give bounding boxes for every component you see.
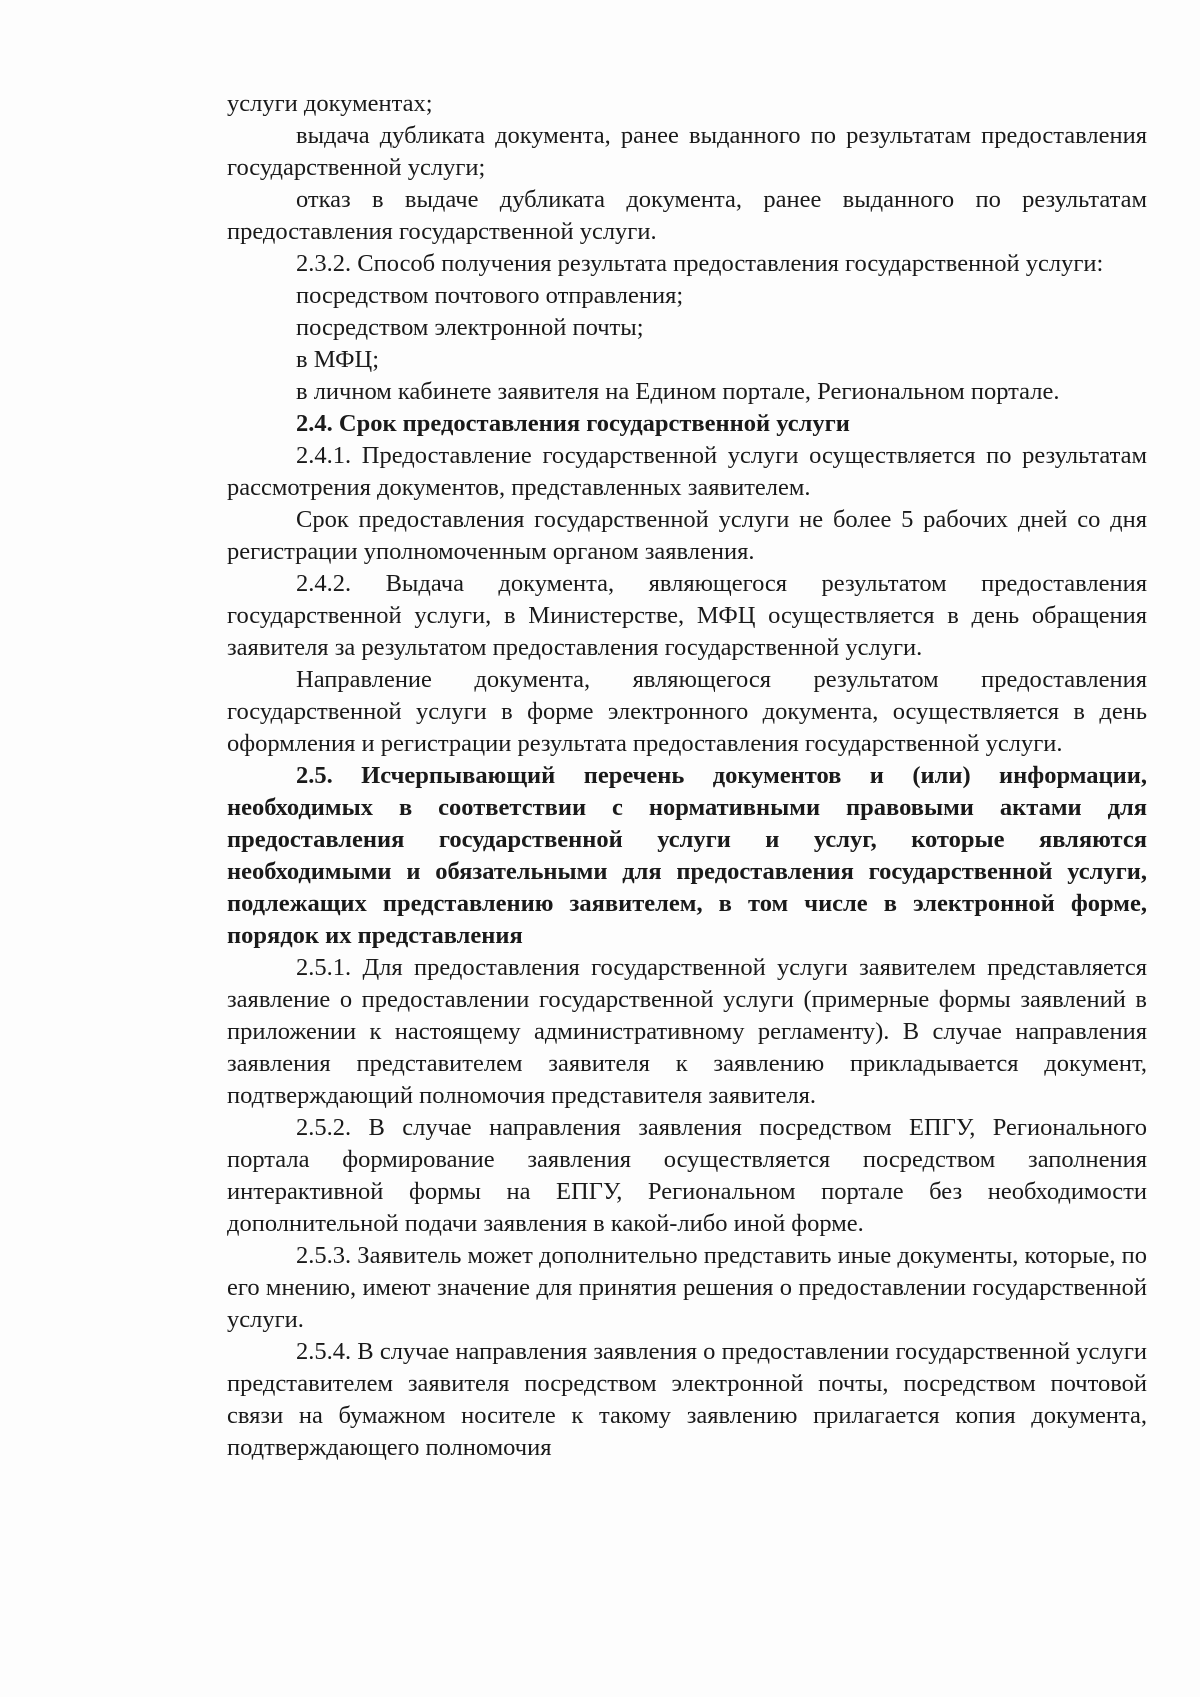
paragraph-2-4-2: 2.4.2. Выдача документа, являющегося результатом предоставления государственной услуги, в Министерстве, МФЦ осуществляется в день обращения заявителя за результатом предоставления государственной услуги. — [227, 570, 1147, 661]
paragraph-term: Срок предоставления государственной услуги не более 5 рабочих дней со дня регистрации уполномоченным органом заявления. — [227, 506, 1147, 565]
section-heading-2-4: 2.4. Срок предоставления государственной услуги — [296, 410, 850, 437]
paragraph-2-5-3: 2.5.3. Заявитель может дополнительно представить иные документы, которые, по его мнению, имеют значение для принятия решения о предоставлении государственной услуги. — [227, 1242, 1147, 1333]
paragraph-duplicate-refusal: отказ в выдаче дубликата документа, ранее выданного по результатам предоставления государственной услуги. — [227, 186, 1147, 245]
list-item-cabinet: в личном кабинете заявителя на Едином портале, Региональном портале. — [296, 378, 1060, 405]
list-item-email: посредством электронной почты; — [296, 314, 644, 341]
paragraph-2-3-2: 2.3.2. Способ получения результата предоставления государственной услуги: — [296, 250, 1104, 277]
paragraph-2-5-4: 2.5.4. В случае направления заявления о предоставлении государственной услуги представителем заявителя посредством электронной почты, посредством почтовой связи на бумажном носителе к такому заявлению прилагается копия документа, подтверждающего полномочия — [227, 1338, 1147, 1461]
section-heading-2-5: 2.5. Исчерпывающий перечень документов и (или) информации, необходимых в соответствии с нормативными правовыми актами для предоставления государственной услуги и услуг, которые являются необходимыми и обязательными для предоставления государственной услуги, подлежащих представлению заявителем, в том числе в электронной форме, порядок их представления — [227, 762, 1147, 949]
paragraph-2-4-1: 2.4.1. Предоставление государственной услуги осуществляется по результатам рассмотрения документов, представленных заявителем. — [227, 442, 1147, 501]
list-item-post: посредством почтового отправления; — [296, 282, 684, 309]
paragraph-2-5-1: 2.5.1. Для предоставления государственной услуги заявителем представляется заявление о предоставлении государственной услуги (примерные формы заявлений в приложении к настоящему административному регламенту). В случае направления заявления представителем заявителя к заявлению прикладывается документ, подтверждающий полномочия представителя заявителя. — [227, 954, 1147, 1109]
paragraph-continuation: услуги документах; — [227, 90, 433, 117]
paragraph-2-5-2: 2.5.2. В случае направления заявления посредством ЕПГУ, Регионального портала формирование заявления осуществляется посредством заполнения интерактивной формы на ЕПГУ, Региональном портале без необходимости дополнительной подачи заявления в какой-либо иной форме. — [227, 1114, 1147, 1237]
document-body — [227, 88, 1147, 1464]
paragraph-electronic-delivery: Направление документа, являющегося результатом предоставления государственной услуги в форме электронного документа, осуществляется в день оформления и регистрации результата предоставления государственной услуги. — [227, 666, 1147, 757]
list-item-mfc: в МФЦ; — [296, 346, 380, 373]
paragraph-duplicate-issue: выдача дубликата документа, ранее выданного по результатам предоставления государственной услуги; — [227, 122, 1147, 181]
